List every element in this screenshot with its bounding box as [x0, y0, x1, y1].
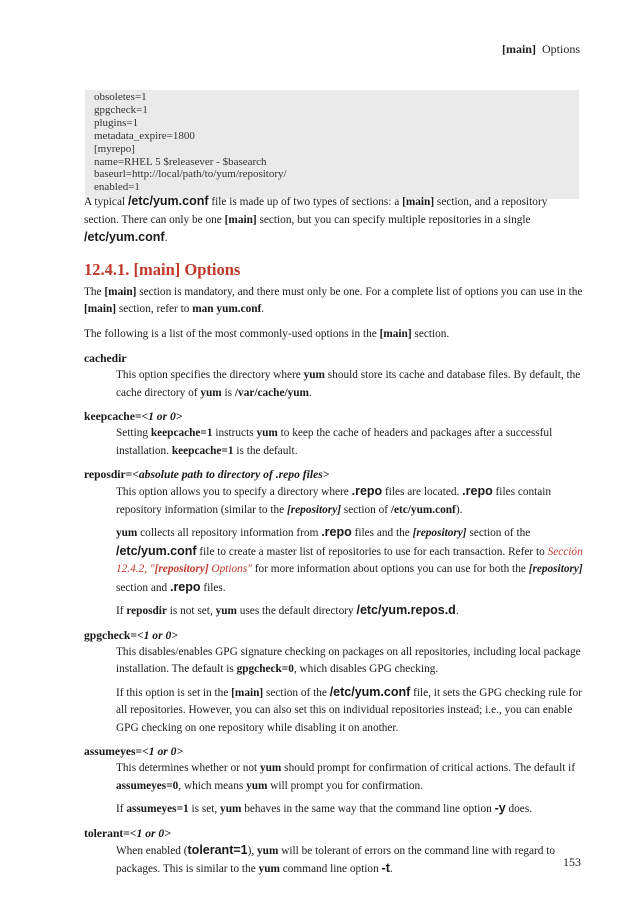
keyword: [main] [379, 327, 412, 340]
option-term-tolerant [84, 825, 584, 842]
text: files contain repository information (similar to the [116, 486, 552, 516]
option-term-keepcache [84, 408, 584, 425]
text: . [308, 386, 312, 399]
text: A typical [84, 196, 128, 208]
filename: .repo [169, 579, 201, 594]
definition-paragraph [116, 602, 584, 621]
text: files are located. [382, 486, 463, 498]
command-option: -t [381, 861, 390, 875]
text: , which disables GPG checking. [293, 663, 439, 675]
option-definition-tolerant [116, 842, 584, 879]
code-line: enabled=1 [94, 181, 140, 194]
code-line: plugins=1 [94, 116, 139, 129]
text: files and the [351, 527, 413, 539]
keyword: assumeyes=1 [126, 803, 189, 815]
text: is not set, [166, 605, 216, 617]
command: yum [116, 527, 138, 539]
keyword: [repository] [412, 527, 467, 539]
keyword: [main] [402, 196, 435, 208]
text: The following is a list of the most commonly-used options in the [84, 327, 380, 340]
option-definition-reposdir [116, 483, 584, 621]
text: If [116, 803, 127, 815]
definition-paragraph [116, 684, 584, 738]
keyword: [main] [84, 303, 117, 315]
text: section is mandatory, and there must only be one. For a complete list of options you can use in the [136, 285, 583, 298]
text: section of the [263, 686, 330, 699]
text: ), [247, 844, 258, 857]
text: behaves in the same way that the command line option [241, 803, 495, 815]
filename: /etc/yum.conf [329, 684, 411, 699]
text: When enabled ( [116, 844, 188, 857]
text: file, it sets the GPG checking rule for all repositories. However, you can also set this on individual repositories instead; i.e., you can enable GPG checking on one repository while disabling it on another. [116, 686, 582, 734]
text: section, and a repository section. There can only be one [84, 196, 548, 226]
text: will be tolerant of errors on the command line with regard to packages. This is similar to the [116, 844, 556, 875]
text: section of [340, 503, 391, 516]
keyword: [main] [104, 285, 137, 298]
filename: /etc/yum.repos.d [356, 603, 456, 617]
text: file is made up of two types of sections: a [208, 196, 403, 208]
command-option: -y [494, 801, 506, 815]
term-name: gpgcheck= [84, 628, 137, 642]
text: section, refer to [116, 303, 193, 315]
text: This determines whether or not [116, 762, 260, 774]
text: is set, [188, 803, 221, 815]
filename: /etc/yum.conf [116, 543, 197, 558]
definition-paragraph [116, 367, 584, 402]
text: is [221, 386, 235, 399]
text: This disables/enables GPG signature checking on packages on all repositories, including local package installation. The default is [116, 645, 581, 675]
code-line: metadata_expire=1800 [94, 129, 195, 142]
text: . [164, 232, 168, 244]
command: yum [220, 803, 242, 815]
filename: /etc/yum.conf [390, 503, 456, 516]
keyword: reposdir [126, 605, 167, 617]
keyword: tolerant=1 [187, 842, 248, 857]
keyword: [repository] [287, 503, 341, 516]
command: yum [258, 863, 280, 875]
command: yum [200, 386, 222, 399]
text: uses the default directory [236, 605, 357, 617]
definition-paragraph [116, 524, 584, 597]
term-name: tolerant= [84, 826, 130, 840]
text: section and [116, 581, 170, 594]
definition-paragraph [116, 425, 584, 460]
running-header-bold: [main] [501, 42, 536, 56]
command: yum [215, 605, 237, 617]
keyword: [main] [231, 686, 264, 699]
filename: .repo [321, 525, 352, 539]
page-number: 153 [563, 855, 581, 869]
text: If [116, 605, 127, 617]
filename: .repo [462, 484, 493, 498]
code-line: [myrepo] [94, 142, 135, 155]
option-term-reposdir [84, 466, 584, 483]
term-name: reposdir= [84, 468, 133, 481]
text: to keep the cache of headers and packages after a successful installation. [116, 427, 553, 457]
code-line: obsoletes=1 [94, 91, 147, 103]
filename: .repo [351, 484, 383, 498]
text: . [389, 863, 393, 875]
text: The [84, 285, 105, 298]
definition-paragraph [116, 483, 584, 519]
option-definition-assumeyes [116, 760, 584, 819]
text: ). [455, 503, 463, 516]
text: command line option [279, 863, 382, 875]
text: section of the [466, 527, 531, 539]
text: should store its cache and database files. By default, the cache directory of [116, 369, 581, 399]
intro-paragraph [84, 193, 584, 248]
running-header [502, 42, 580, 57]
main-content [84, 193, 584, 884]
text: section. [411, 327, 450, 340]
text: collects all repository information from [137, 527, 322, 539]
term-value: <1 or 0> [141, 410, 183, 423]
filename: /var/cache/yum [234, 386, 309, 399]
text: Setting [116, 427, 151, 439]
keyword: [repository] [528, 563, 583, 575]
option-term-assumeyes [84, 743, 584, 760]
definition-paragraph [116, 644, 584, 679]
text: files. [200, 581, 226, 594]
code-block [85, 90, 579, 199]
text: does. [505, 803, 533, 815]
text: . [455, 605, 459, 617]
text: is the default. [233, 444, 298, 457]
command: yum [303, 369, 325, 381]
text: . [261, 303, 265, 315]
link-text[interactable]: Options" [208, 563, 252, 575]
term-value: <1 or 0> [136, 628, 178, 642]
keyword: gpgcheck=0 [236, 663, 294, 675]
keyword: keepcache=1 [171, 444, 234, 457]
options-list-intro [84, 326, 584, 344]
definition-paragraph [116, 842, 584, 879]
code-line: gpgcheck=1 [94, 103, 148, 116]
keyword: [main] [224, 213, 257, 226]
command: yum [260, 762, 282, 774]
filename: /etc/yum.conf [84, 230, 165, 244]
text: will prompt you for confirmation. [267, 779, 424, 792]
command: man yum.conf [192, 303, 262, 315]
keyword: keepcache=1 [150, 427, 213, 439]
text: for more information about options you can use for both the [251, 563, 529, 575]
text: , which means [178, 779, 247, 792]
text: instructs [212, 427, 257, 439]
link-keyword[interactable]: [repository] [154, 563, 209, 575]
command: yum [257, 844, 279, 857]
text: This option allows you to specify a directory where [116, 486, 352, 498]
term-value: <1 or 0> [129, 826, 171, 840]
definition-paragraph [116, 800, 584, 819]
code-line: name=RHEL 5 $releasever - $basearch [94, 155, 267, 168]
definition-paragraph [116, 760, 584, 795]
link-text[interactable]: Sección 12.4.2, " [116, 545, 583, 575]
command: yum [256, 427, 278, 439]
text: section, but you can specify multiple repositories in a single [256, 213, 531, 226]
option-definition-gpgcheck [116, 644, 584, 738]
text: If this option is set in the [116, 686, 232, 699]
text: This option specifies the directory where [116, 369, 304, 381]
running-header-text: Options [541, 42, 580, 56]
term-name: assumeyes= [84, 745, 143, 758]
main-mandatory-paragraph [84, 284, 584, 319]
keyword: assumeyes=0 [116, 779, 179, 792]
code-line: baseurl=http://local/path/to/yum/repository/ [94, 168, 287, 181]
command: yum [246, 779, 268, 792]
term-name: keepcache= [84, 410, 142, 423]
term-value: <1 or 0> [142, 745, 184, 758]
section-heading: 12.4.1. [main] Options [84, 259, 241, 279]
filename: /etc/yum.conf [127, 194, 209, 208]
option-definition-cachedir [116, 367, 584, 402]
text: file to create a master list of repositories to use for each transaction. Refer to [196, 545, 548, 558]
text: should prompt for confirmation of critical actions. The default if [281, 762, 576, 774]
option-definition-keepcache [116, 425, 584, 460]
option-term-gpgcheck [84, 627, 584, 644]
term-value: <absolute path to directory of .repo files> [132, 468, 330, 481]
option-term-cachedir: cachedir [84, 352, 127, 365]
